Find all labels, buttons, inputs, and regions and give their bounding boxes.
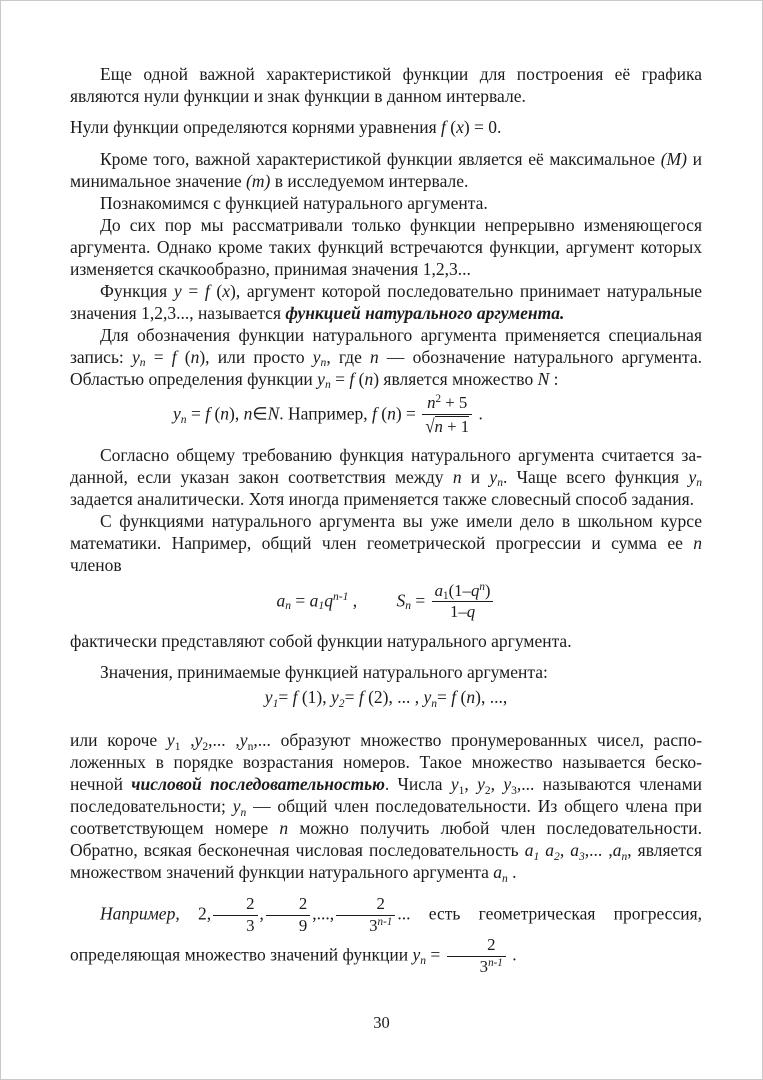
text-run: , (348, 589, 358, 610)
text-run: в исследуемом интервале. (270, 171, 469, 191)
text-run: y (331, 687, 339, 708)
text-run: , где (326, 347, 371, 367)
text-run: n (139, 357, 146, 370)
fraction (432, 582, 494, 623)
paragraph (70, 192, 702, 214)
formula-line (70, 582, 702, 623)
text-run: n (502, 872, 508, 885)
text-run: a (309, 589, 319, 610)
text-run: ,... (253, 730, 281, 751)
text-run: ), или просто (199, 347, 313, 367)
text-run: (m) (246, 171, 271, 191)
text-run: ), аргумент которой последовательно принимает натуральные значения 1,2,3..., называется (70, 281, 703, 323)
text-run: n-1 (377, 915, 393, 928)
text-run: n (243, 403, 253, 424)
text-run: Еще одной важной характеристикой функции для построения её графика являются нули функции и знак функции в данном интервале. (70, 64, 702, 106)
text-run: 2 (435, 392, 442, 405)
text-run: ,... называются членами последовательности; (70, 774, 703, 817)
text-run: 2 (298, 894, 308, 914)
text-run: — обозначение натурального аргумента. Областью определения функции (70, 347, 703, 389)
text-run: a (434, 580, 444, 600)
text-run: 9 (298, 916, 308, 936)
paragraph (70, 214, 702, 280)
text-run: a (493, 862, 503, 883)
text-run: N (267, 403, 280, 424)
page-content (70, 63, 702, 977)
text-run: n (370, 347, 379, 367)
text-run: 3 (579, 850, 585, 863)
text-run: (2), ... , (363, 687, 424, 708)
text-run: ,... , (584, 840, 613, 861)
text-run: y (131, 347, 140, 367)
text-run: y (194, 730, 203, 751)
text-run: n (479, 580, 485, 593)
text-run: и (461, 466, 490, 487)
text-run: 1 (458, 784, 465, 797)
text-run: n (190, 347, 200, 367)
text-run: y (232, 796, 241, 817)
text-run: f (349, 369, 355, 389)
text-run: ( (376, 403, 388, 424)
text-run: n (452, 466, 462, 487)
text-run: задается аналитически. Хотя иногда применяется также словесный способ задания. (70, 488, 695, 509)
text-run: a (570, 840, 579, 861)
text-run: y (688, 466, 697, 487)
paragraph (70, 116, 702, 138)
text-run: = (411, 589, 430, 610)
text-run: n (405, 600, 412, 613)
text-run: n-1 (332, 590, 349, 603)
text-run: n (220, 403, 230, 424)
text-run: y (317, 369, 325, 389)
text-run: Для обозначения функции натурального аргумента применяется специальная запись: (70, 325, 702, 367)
text-run: ( (210, 403, 221, 424)
text-run: + 5 (441, 393, 468, 412)
text-run: . Например, (279, 403, 373, 424)
text-run: 2 (487, 934, 496, 954)
text-run: n (320, 357, 327, 370)
paragraph (70, 630, 702, 652)
text-run: + 1 (442, 416, 470, 436)
text-run: Значения, принимаемые функцией натурального аргумента: (100, 662, 548, 683)
fraction-denominator (432, 601, 494, 622)
text-run: n (420, 954, 427, 967)
text-run: ) (484, 580, 491, 600)
text-run: Например, (100, 903, 180, 924)
text-run: ) = 0. (463, 117, 502, 137)
fraction-denominator (422, 414, 472, 437)
text-run: (М) (660, 149, 687, 169)
fraction-denominator (266, 915, 310, 936)
text-run: n (387, 403, 396, 424)
text-run: 2 (376, 894, 385, 914)
text-run: ( (176, 347, 191, 367)
square-root (425, 416, 469, 437)
text-run: ... есть геометрическая прогрессия, определяющая множество значений функции (70, 903, 703, 965)
fraction (213, 895, 257, 936)
text-run: f (372, 403, 377, 424)
text-run: f (292, 687, 298, 708)
radical-sign-icon: √ (425, 415, 435, 438)
text-run: a (545, 840, 555, 861)
text-run: n (247, 740, 254, 753)
text-run: n (693, 532, 702, 553)
paragraph (70, 895, 702, 976)
text-run: q (466, 602, 476, 622)
paragraph (70, 661, 702, 683)
text-run: n (621, 850, 628, 863)
text-run: . Чаще всего функция (502, 466, 689, 487)
paragraph (70, 729, 702, 883)
text-run: y (312, 347, 321, 367)
text-run: 2, (179, 903, 212, 924)
text-run: f (358, 687, 364, 708)
text-run (357, 590, 396, 610)
text-run: 1 (174, 740, 181, 753)
text-run: 1 (272, 697, 279, 710)
text-run: a (276, 589, 286, 610)
text-run: n (279, 818, 289, 839)
text-run: ), ..., (475, 687, 508, 708)
text-run: 3 (479, 956, 489, 976)
paragraph (70, 63, 702, 107)
formula-line (70, 685, 702, 709)
text-run: a (612, 840, 622, 861)
fraction (447, 936, 506, 977)
text-run: членов (70, 554, 122, 575)
text-run: n (431, 697, 438, 710)
text-run: n-1 (488, 956, 503, 969)
text-run: 1 (533, 850, 540, 863)
text-run: можно получить любой член последовательности. Обратно, всякая бесконечная числовая последовательность (70, 818, 702, 861)
text-run: f (441, 117, 446, 137)
text-run: y (173, 403, 181, 424)
text-run: Кроме того, важной характеристикой функции является её максимальное (100, 149, 661, 169)
text-run: 1– (449, 602, 467, 622)
text-run: q (470, 580, 480, 600)
fraction-numerator (336, 895, 395, 915)
text-run: 2 (338, 697, 345, 710)
text-run: = (330, 369, 350, 389)
text-run: (1– (448, 580, 471, 600)
fraction-numerator (213, 895, 257, 915)
text-run: , (490, 774, 504, 795)
text-run: n (240, 806, 247, 819)
text-run: f (451, 687, 457, 708)
text-run: функцией натурального аргумента. (285, 303, 565, 323)
text-run: n (497, 477, 503, 490)
text-run: n (466, 687, 476, 708)
fraction (422, 394, 472, 437)
text-run: x (456, 117, 464, 137)
text-run: Нули функции определяются корнями уравнения (70, 117, 441, 137)
fraction-denominator (447, 956, 506, 977)
text-run: ∈ (252, 403, 268, 424)
text-run: = (181, 281, 205, 301)
text-run: f (171, 347, 177, 367)
text-run: n (285, 600, 292, 613)
text-run: = (426, 944, 445, 965)
text-run: ), (229, 403, 244, 424)
text-run: n (324, 379, 331, 392)
text-run: (1), (297, 687, 332, 708)
text-run: = (344, 687, 359, 708)
text-run: 3 (246, 916, 255, 936)
fraction-numerator (266, 895, 310, 915)
text-run: y (477, 774, 485, 795)
paragraph (70, 280, 702, 324)
text-run: y (239, 730, 248, 751)
text-run: N (537, 369, 550, 389)
text-run: y (503, 774, 512, 795)
fraction-numerator (447, 936, 506, 956)
text-run: : (549, 369, 559, 389)
text-run: ( (354, 369, 365, 389)
text-run: С функциями натурального аргумента вы уже имели дело в школьном курсе математики. Например, общий член геометрической прогрессии и сумма ее (70, 510, 702, 553)
fraction-numerator (422, 394, 472, 414)
text-run: ( (445, 117, 457, 137)
paragraph (70, 324, 702, 390)
text-run: y (450, 774, 459, 795)
text-run: = (186, 403, 206, 424)
text-run: . (507, 944, 517, 965)
text-run: = (278, 687, 293, 708)
text-run: , (259, 903, 264, 924)
text-run: ) является множество (373, 369, 538, 389)
text-run: числовой последовательностью (131, 774, 385, 795)
text-run: n (427, 393, 436, 412)
text-run: a (524, 840, 534, 861)
text-run: ( (209, 281, 223, 301)
text-run: y (423, 687, 432, 708)
text-run: Познакомимся с функцией натурального аргумента. (100, 193, 488, 213)
text-run: Согласно общему требованию функция натурального аргумента считается заданной, если указан закон соответствия между (70, 444, 702, 487)
paragraph (70, 444, 702, 510)
text-run: фактически представляют собой функции натурального аргумента. (70, 631, 572, 652)
text-run: y (173, 281, 182, 301)
text-run: f (205, 403, 211, 424)
text-run: y (412, 944, 421, 965)
text-run: y (166, 730, 175, 751)
paragraph (70, 510, 702, 576)
text-run: ,... , (208, 730, 240, 751)
text-run: или короче (70, 730, 167, 751)
text-run: До сих пор мы рассматривали только функции непрерывно изменяющегося аргумента. Однако кроме таких функций встречаются функции, аргумент которых изменяется скачкообразно, принимая значения 1,2,3... (70, 215, 702, 279)
text-run: n (696, 477, 702, 490)
text-run: 2 (554, 850, 560, 863)
text-run: ) = (395, 403, 421, 424)
text-run: , (464, 774, 478, 795)
text-run: f (204, 281, 210, 301)
text-run: x (222, 281, 230, 301)
text-run: = (437, 687, 452, 708)
text-run: 1 (443, 589, 449, 602)
text-run: , является множеством значений функции натурального аргумента (70, 840, 702, 883)
text-run: , (180, 730, 195, 751)
fraction-numerator (432, 582, 494, 602)
fraction-denominator (336, 915, 395, 936)
text-run: образуют множество пронумерованных чисел, расположенных в порядке возрастания номеров. Такое множество называется бесконечной (70, 730, 703, 795)
text-run: 3 (369, 916, 378, 936)
page-number: 30 (373, 1013, 390, 1032)
text-run: 2 (202, 740, 209, 753)
text-run: 2 (246, 894, 255, 914)
text-run: ( (456, 687, 467, 708)
text-run: n (180, 413, 187, 426)
text-run: и минимальное значение (70, 149, 702, 191)
paragraph (70, 148, 702, 192)
text-run: S (396, 589, 406, 610)
text-run: . (507, 862, 517, 883)
text-run: 2 (484, 784, 491, 797)
fraction-denominator (213, 915, 257, 936)
text-run: n (364, 369, 374, 389)
text-run: = (291, 589, 310, 610)
text-run: 1 (318, 600, 325, 613)
text-run: ,..., (312, 903, 335, 924)
text-run: q (324, 589, 333, 610)
text-run: Функция (100, 281, 174, 301)
text-run: y (489, 466, 498, 487)
text-run: 3 (511, 784, 517, 797)
formula-line (70, 394, 702, 437)
fraction (266, 895, 310, 936)
radicand (435, 416, 470, 437)
text-run: n (434, 416, 443, 436)
text-run: . Числа (384, 774, 451, 795)
fraction (336, 895, 395, 936)
text-run: . (474, 403, 483, 424)
text-run: — общий член последовательности. Из общего члена при соответствующем номере (70, 796, 702, 839)
text-run: y (264, 687, 273, 708)
text-run: = (145, 347, 172, 367)
text-run: , (559, 840, 571, 861)
